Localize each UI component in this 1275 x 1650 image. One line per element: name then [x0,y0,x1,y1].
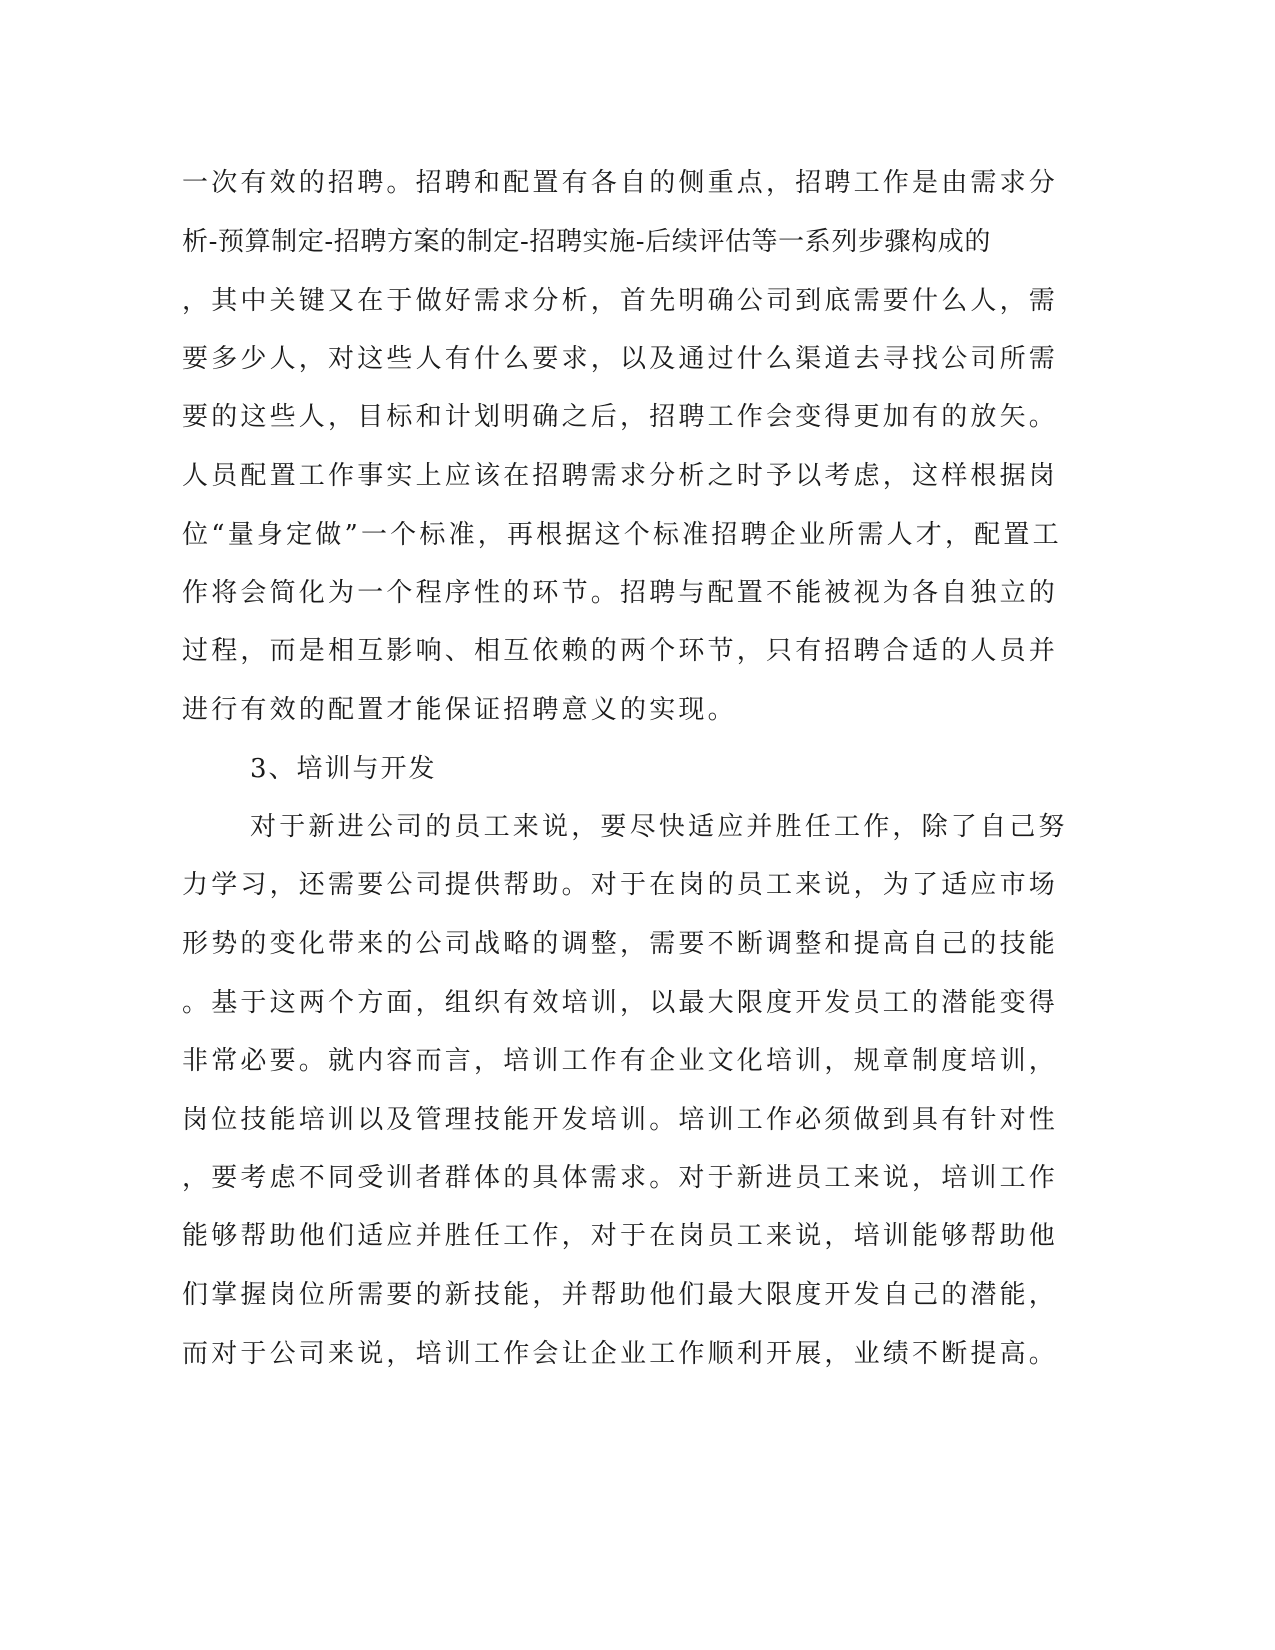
paragraph-2-line-5: 非常必要。就内容而言，培训工作有企业文化培训，规章制度培训， [182,1046,1059,1076]
paragraph-2-line-8: 能够帮助他们适应并胜任工作，对于在岗员工来说，培训能够帮助他 [182,1221,1059,1251]
paragraph-2-line-7: ，要考虑不同受训者群体的具体需求。对于新进员工来说，培训工作 [182,1163,1059,1193]
paragraph-2-line-3: 形势的变化带来的公司战略的调整，需要不断调整和提高自己的技能 [182,929,1059,959]
paragraph-2-line-4: 。基于这两个方面，组织有效培训，以最大限度开发员工的潜能变得 [182,988,1059,1018]
paragraph-1-line-3: ，其中关键又在于做好需求分析，首先明确公司到底需要什么人，需 [182,286,1059,316]
paragraph-1-line-2: 析-预算制定-招聘方案的制定-招聘实施-后续评估等一系列步骤构成的 [182,227,991,257]
paragraph-1-line-1: 一次有效的招聘。招聘和配置有各自的侧重点，招聘工作是由需求分 [182,168,1059,198]
paragraph-1-line-10: 进行有效的配置才能保证招聘意义的实现。 [182,695,737,725]
paragraph-1-line-7: 位“量身定做”一个标准，再根据这个标准招聘企业所需人才，配置工 [182,520,1062,550]
paragraph-1-line-5: 要的这些人，目标和计划明确之后，招聘工作会变得更加有的放矢。 [182,402,1059,432]
paragraph-2-line-6: 岗位技能培训以及管理技能开发培训。培训工作必须做到具有针对性 [182,1105,1059,1135]
paragraph-2-line-9: 们掌握岗位所需要的新技能，并帮助他们最大限度开发自己的潜能， [182,1280,1059,1310]
section-heading: 3、培训与开发 [250,754,437,784]
paragraph-2-line-2: 力学习，还需要公司提供帮助。对于在岗的员工来说，为了适应市场 [182,870,1059,900]
paragraph-1-line-8: 作将会简化为一个程序性的环节。招聘与配置不能被视为各自独立的 [182,578,1059,608]
paragraph-1-line-9: 过程，而是相互影响、相互依赖的两个环节，只有招聘合适的人员并 [182,636,1059,666]
paragraph-1-line-6: 人员配置工作事实上应该在招聘需求分析之时予以考虑，这样根据岗 [182,461,1059,491]
paragraph-2-line-1: 对于新进公司的员工来说，要尽快适应并胜任工作，除了自己努 [250,812,1068,842]
paragraph-1-line-4: 要多少人，对这些人有什么要求，以及通过什么渠道去寻找公司所需 [182,344,1059,374]
paragraph-2-line-10: 而对于公司来说，培训工作会让企业工作顺利开展，业绩不断提高。 [182,1339,1059,1369]
